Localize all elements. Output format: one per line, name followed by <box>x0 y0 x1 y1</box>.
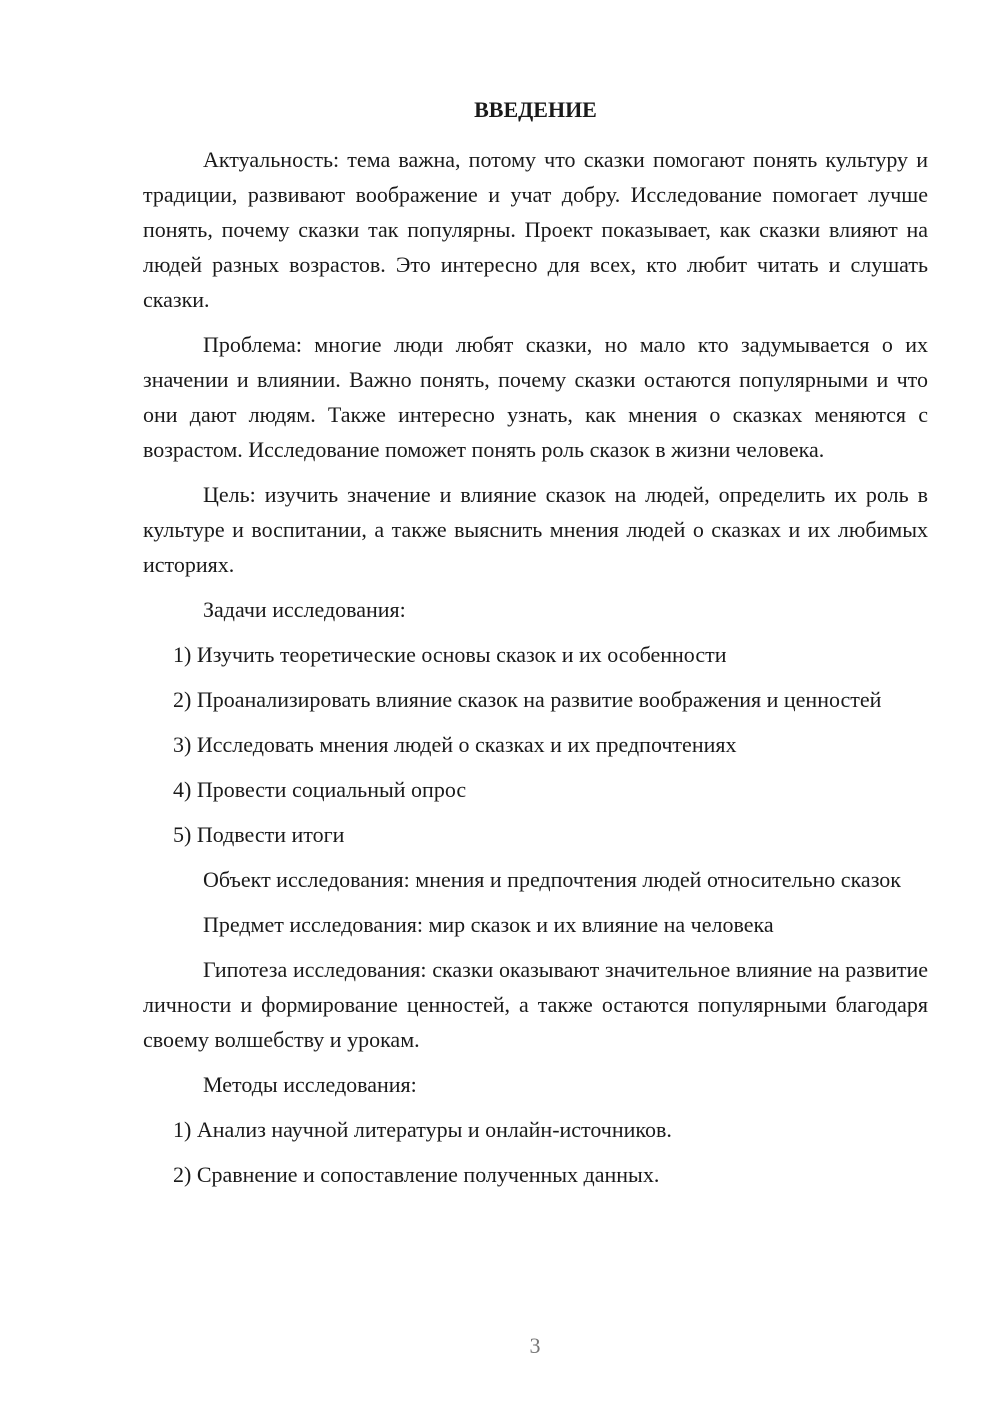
task-item-4: 4) Провести социальный опрос <box>173 777 467 802</box>
task-item-1: 1) Изучить теоретические основы сказок и их особенности <box>173 642 727 667</box>
object-paragraph: Объект исследования: мнения и предпочтения людей относительно сказок <box>203 867 901 892</box>
problem-paragraph: Проблема: многие люди любят сказки, но мало кто задумывается о их значении и влиянии. Важно понять, почему сказки остаются популярными и что они дают людям. Также интересно узнать, как мнения о сказках меняются с возрастом. Исследование поможет понять роль сказок в жизни человека. <box>143 332 928 462</box>
methods-title: Методы исследования: <box>203 1072 417 1097</box>
relevance-paragraph: Актуальность: тема важна, потому что сказки помогают понять культуру и традиции, развивают воображение и учат добру. Исследование помогает лучше понять, почему сказки так популярны. Проект показывает, как сказки влияют на людей разных возрастов. Это интересно для всех, кто любит читать и слушать сказки. <box>143 147 928 312</box>
hypothesis-paragraph: Гипотеза исследования: сказки оказывают значительное влияние на развитие личности и формирование ценностей, а также остаются популярными благодаря своему волшебству и урокам. <box>143 957 928 1052</box>
page-number: 3 <box>529 1333 541 1358</box>
task-item-2: 2) Проанализировать влияние сказок на развитие воображения и ценностей <box>173 687 882 712</box>
goal-paragraph: Цель: изучить значение и влияние сказок на людей, определить их роль в культуре и воспитании, а также выяснить мнения людей о сказках и их любимых историях. <box>143 482 928 577</box>
page-content <box>143 90 928 1202</box>
subject-paragraph: Предмет исследования: мир сказок и их влияние на человека <box>203 912 774 937</box>
method-item-2: 2) Сравнение и сопоставление полученных данных. <box>173 1162 660 1187</box>
method-item-1: 1) Анализ научной литературы и онлайн-источников. <box>173 1117 672 1142</box>
tasks-title: Задачи исследования: <box>203 597 406 622</box>
task-item-3: 3) Исследовать мнения людей о сказках и их предпочтениях <box>173 732 737 757</box>
task-item-5: 5) Подвести итоги <box>173 822 345 847</box>
section-heading: ВВЕДЕНИЕ <box>474 97 597 122</box>
